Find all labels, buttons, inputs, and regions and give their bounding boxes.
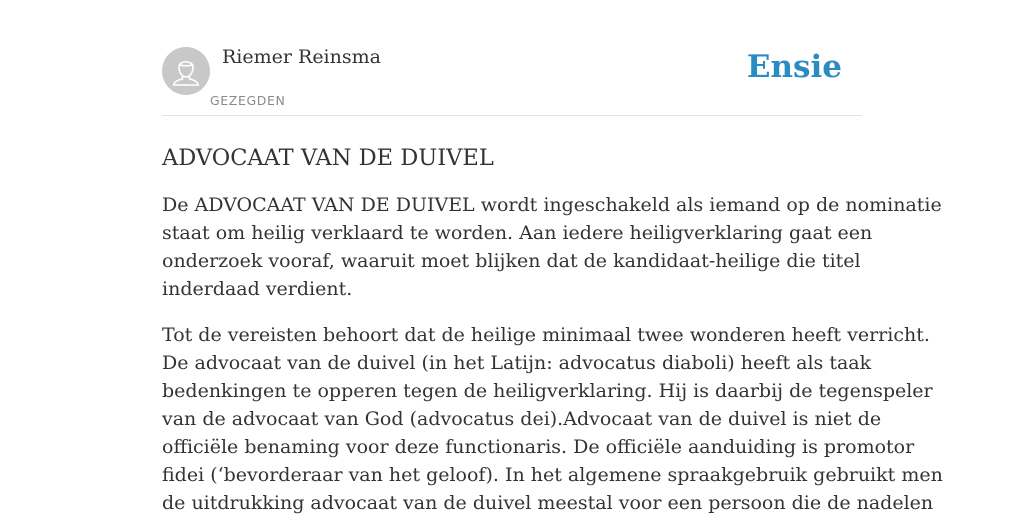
article-page — [162, 0, 943, 514]
text-line: inderdaad verdient. — [162, 278, 353, 300]
text-line: bedenkingen te opperen tegen de heiligverklaring. Hij is daarbij de tegenspeler — [162, 380, 933, 402]
text-line: staat om heilig verklaard te worden. Aan iedere heiligverklaring gaat een — [162, 222, 873, 244]
text-line: De advocaat van de duivel (in het Latijn: advocatus diaboli) heeft als taak — [162, 352, 872, 374]
ensie-logo[interactable]: Ensie — [746, 49, 842, 85]
author-name[interactable]: Riemer Reinsma — [222, 46, 381, 68]
text-line: onderzoek vooraf, waaruit moet blijken dat de kandidaat-heilige die titel — [162, 250, 861, 272]
article-paragraph — [162, 321, 943, 517]
article-header — [162, 0, 862, 116]
article-paragraph — [162, 191, 942, 303]
text-line: fidei (‘bevorderaar van het geloof). In het algemene spraakgebruik gebruikt men — [162, 464, 943, 486]
text-line: De ADVOCAAT VAN DE DUIVEL wordt ingeschakeld als iemand op de nominatie — [162, 194, 942, 216]
category-label[interactable]: GEZEGDEN — [210, 93, 286, 108]
user-icon — [162, 47, 210, 95]
article-title: ADVOCAAT VAN DE DUIVEL — [162, 145, 494, 171]
text-line: de uitdrukking advocaat van de duivel meestal voor een persoon die de nadelen — [162, 492, 934, 514]
avatar[interactable] — [162, 47, 210, 95]
text-line: Tot de vereisten behoort dat de heilige minimaal twee wonderen heeft verricht. — [162, 324, 930, 346]
text-line: van de advocaat van God (advocatus dei).Advocaat van de duivel is niet de — [162, 408, 882, 430]
text-line: officiële benaming voor deze functionaris. De officiële aanduiding is promotor — [162, 436, 915, 458]
